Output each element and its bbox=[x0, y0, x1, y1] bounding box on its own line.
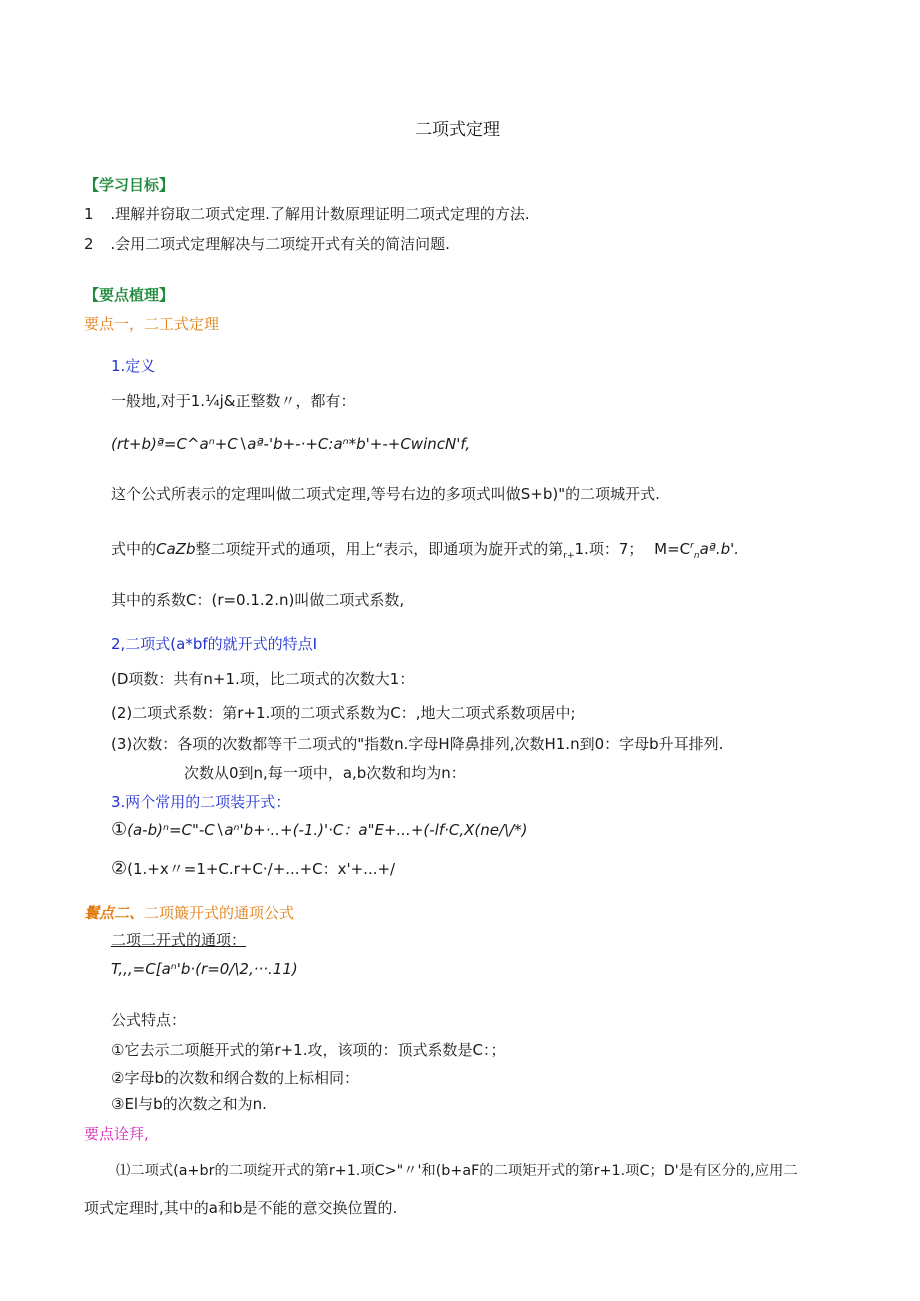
definition-text: 一般地,对于1.¼j&正整数〃，都有： bbox=[111, 392, 356, 410]
general-term-m: M=C bbox=[654, 540, 691, 558]
general-term-part: 整二项绽开式的通项，用上“表示，即通项为旋开式的第 bbox=[195, 540, 564, 558]
common-expansion-1 bbox=[111, 820, 528, 840]
feature-3: (3)次数：各项的次数都等干二项式的"指数n.字母H降鼻排列,次数H1.n到0：字母b升耳排列. bbox=[111, 735, 724, 753]
general-term-part: CaZb bbox=[156, 540, 196, 558]
definition-title: 1.定义 bbox=[111, 357, 156, 375]
goal-text: .理解并窃取二项式定理.了解用计数原理证明二项式定理的方法. bbox=[110, 205, 530, 223]
points-heading: 【要点植理】 bbox=[84, 286, 175, 304]
notes-line-1: ⑴二项式(a+br的二项绽开式的第r+1.项C>"〃'和(b+aF的二项矩开式的第r+1.项C；D'是有区分的,应用二 bbox=[116, 1163, 798, 1179]
coefficient-text: 其中的系数C：(r=0.1.2.n)叫做二项式系数, bbox=[111, 591, 405, 609]
general-term-subtitle: 二项二开式的通项： bbox=[111, 931, 247, 949]
general-term-text bbox=[111, 536, 739, 566]
point-1-title: 要点一，二工式定理 bbox=[84, 315, 220, 333]
feature-2: (2)二项式系数：第r+1.项的二项式系数为C：,地大二项式系数项居中; bbox=[111, 704, 576, 722]
definition-explanation: 这个公式所表示的定理叫做二项式定理,等号右边的多项式叫做S+b)"的二项城开式. bbox=[111, 485, 660, 503]
notes-line-2: 项式定理时,其中的a和b是不能的意交换位置的. bbox=[84, 1199, 398, 1217]
general-term-rest: aª.b'. bbox=[699, 540, 740, 558]
circle-2-mark: ② bbox=[111, 858, 128, 879]
point-2-rest: 二项簸开式的通项公式 bbox=[144, 904, 295, 922]
formula-feature-3: ③El与b的次数之和为n. bbox=[111, 1095, 267, 1113]
common-expansion-1-text: (a-b)ⁿ=C"-C∖aⁿ'b+·..+(-1.)'·C：a"E+...+(-lf·C,X(ne/\/*) bbox=[127, 821, 528, 839]
goal-item-1 bbox=[84, 204, 530, 224]
point-2-lead: 鬟点二、 bbox=[84, 904, 145, 922]
common-expansions-title: 3.两个常用的二项装开式： bbox=[111, 793, 291, 811]
formula-features-label: 公式特点： bbox=[111, 1011, 187, 1029]
goal-num: 1 bbox=[84, 205, 94, 223]
circle-1-mark: ① bbox=[111, 819, 128, 840]
common-expansion-2 bbox=[111, 859, 395, 879]
feature-1: (D项数：共有n+1.项，比二项式的次数大1： bbox=[111, 670, 415, 688]
point-2-title bbox=[84, 903, 294, 923]
general-term-sub-n: n bbox=[693, 551, 700, 561]
goals-heading: 【学习目标】 bbox=[84, 176, 175, 194]
feature-4: 次数从0到n,每一项中，a,b次数和均为n： bbox=[184, 764, 466, 782]
goal-num: 2 bbox=[84, 235, 94, 253]
notes-heading: 要点诠拜, bbox=[84, 1125, 149, 1143]
formula-feature-1: ①它去示二项艇开式的第r+1.攻，该项的：顶式系数是C：； bbox=[111, 1041, 506, 1059]
binomial-formula: (rt+b)ª=C^aⁿ+C∖aª-'b+-·+C:aⁿ*b'+-+CwincN'f, bbox=[111, 435, 471, 453]
common-expansion-2-text: (1.+x〃=1+C.r+C·/+...+C：x'+...+/ bbox=[127, 860, 396, 878]
general-term-sub: r+ bbox=[563, 551, 575, 561]
features-title: 2,二项式(a*bf的就开式的特点I bbox=[111, 635, 318, 653]
general-term-formula bbox=[654, 540, 740, 561]
general-term-sup: r bbox=[690, 541, 694, 551]
page-title: 二项式定理 bbox=[415, 120, 500, 140]
general-term-part: 1.项：7； bbox=[574, 540, 644, 558]
formula-feature-2: ②字母b的次数和纲合数的上标相同： bbox=[111, 1069, 359, 1087]
general-term-part: 式中的 bbox=[111, 540, 157, 558]
goal-text: .会用二项式定理解决与二项绽开式有关的简洁问题. bbox=[110, 235, 450, 253]
goal-item-2 bbox=[84, 234, 450, 254]
general-term-formula-2: T,,,=C[aⁿ'b·(r=0/\2,···.11) bbox=[111, 960, 298, 978]
